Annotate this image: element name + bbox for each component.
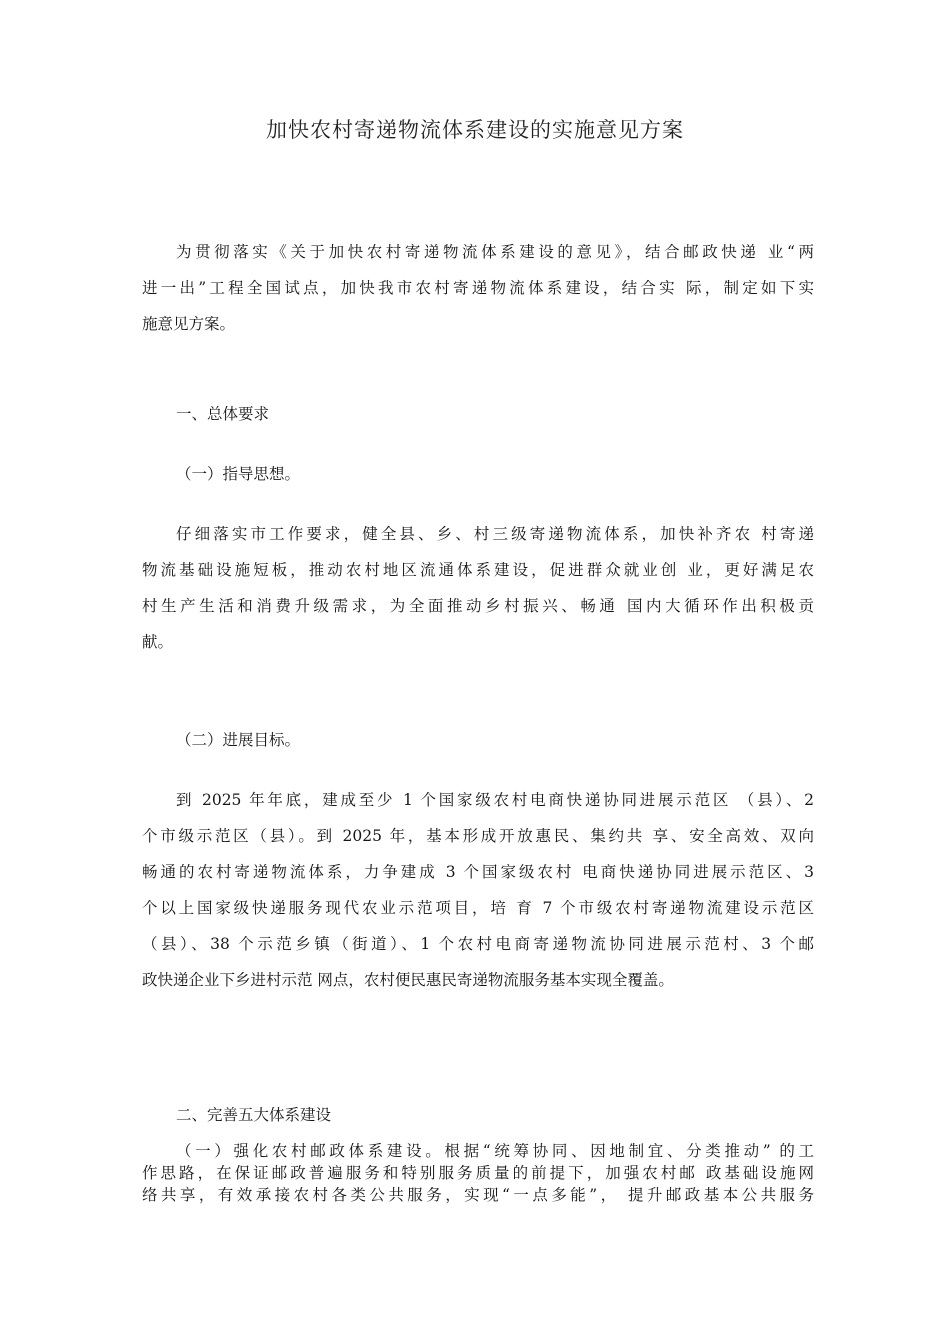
body-line: 个市级示范区（县）。到 2025 年，基本形成开放惠民、集约共 享、安全高效、双向 — [142, 827, 814, 845]
body-line: 献。 — [142, 633, 174, 651]
intro-line: 施意见方案。 — [142, 315, 236, 333]
subsection-1-body — [142, 516, 814, 660]
intro-paragraph — [142, 234, 814, 342]
subsection-2-heading: （二）进展目标。 — [176, 731, 301, 749]
section-2-heading: 二、完善五大体系建设 — [176, 1106, 332, 1124]
body-line: 政快递企业下乡进村示范 网点，农村便民惠民寄递物流服务基本实现全覆盖。 — [142, 971, 674, 989]
subsection-1-heading: （一）指导思想。 — [176, 465, 301, 483]
body-line: 物流基础设施短板，推动农村地区流通体系建设，促进群众就业创 业，更好满足农 — [142, 561, 814, 579]
body-line: 村生产生活和消费升级需求，为全面推动乡村振兴、畅通 国内大循环作出积极贡 — [142, 597, 814, 615]
body-line: （县）、38 个示范乡镇（街道）、1 个农村电商寄递物流协同进展示范村、3 个邮 — [142, 935, 814, 953]
body-line: 作思路，在保证邮政普遍服务和特别服务质量的前提下，加强农村邮 政基础设施网 — [142, 1164, 814, 1182]
body-line: 到 2025 年年底，建成至少 1 个国家级农村电商快递协同进展示范区 （县）、2 — [176, 791, 814, 809]
subsection-2-body — [142, 782, 814, 998]
section-1-heading: 一、总体要求 — [176, 405, 270, 423]
body-line: 畅通的农村寄递物流体系，力争建成 3 个国家级农村 电商快递协同进展示范区、3 — [142, 863, 814, 881]
body-line: 络共享，有效承接农村各类公共服务，实现“一点多能”， 提升邮政基本公共服务 — [142, 1186, 814, 1204]
body-line: 仔细落实市工作要求，健全县、乡、村三级寄递物流体系，加快补齐农 村寄递 — [176, 525, 814, 543]
intro-line: 为贯彻落实《关于加快农村寄递物流体系建设的意见》，结合邮政快递 业“两 — [176, 243, 814, 261]
section-2-body — [142, 1140, 814, 1206]
body-line: 个以上国家级快递服务现代农业示范项目，培 育 7 个市级农村寄递物流建设示范区 — [142, 899, 814, 917]
document-title: 加快农村寄递物流体系建设的实施意见方案 — [266, 118, 684, 142]
intro-line: 进一出”工程全国试点，加快我市农村寄递物流体系建设，结合实 际，制定如下实 — [142, 279, 814, 297]
body-line: （一）强化农村邮政体系建设。根据“统筹协同、因地制宜、分类推动” 的工 — [176, 1142, 814, 1160]
